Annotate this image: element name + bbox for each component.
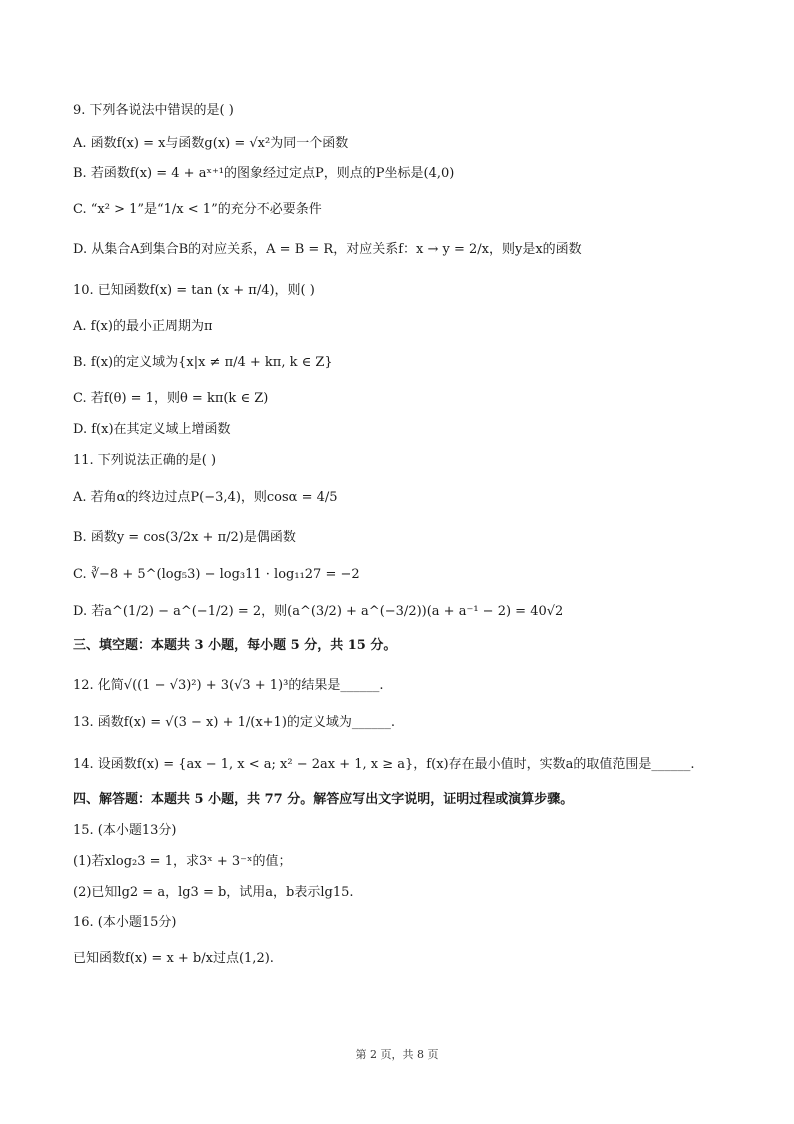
question-14: 14. 设函数f(x) = {ax − 1, x < a; x² − 2ax + 1, x ≥ a}，f(x)存在最小值时，实数a的取值范围是______. — [73, 757, 695, 772]
question-13: 13. 函数f(x) = √(3 − x) + 1/(x+1)的定义域为______. — [73, 715, 396, 730]
q10-option-a: A. f(x)的最小正周期为π — [73, 319, 213, 334]
q11-option-c: C. ∛−8 + 5^(log₅3) − log₃11 · log₁₁27 = −2 — [73, 567, 360, 582]
section-fill-in-heading: 三、填空题：本题共 3 小题，每小题 5 分，共 15 分。 — [73, 638, 397, 653]
q9-option-a: A. 函数f(x) = x与函数g(x) = √x²为同一个函数 — [73, 136, 349, 151]
q15-part-2: (2)已知lg2 = a，lg3 = b，试用a，b表示lg15. — [73, 885, 354, 900]
question-9-stem: 9. 下列各说法中错误的是( ) — [73, 103, 234, 118]
q9-option-b: B. 若函数f(x) = 4 + aˣ⁺¹的图象经过定点P，则点的P坐标是(4,0) — [73, 166, 455, 181]
q16-stem: 已知函数f(x) = x + b/x过点(1,2). — [73, 951, 274, 966]
q11-option-b: B. 函数y = cos(3/2x + π/2)是偶函数 — [73, 530, 296, 545]
q9-option-d: D. 从集合A到集合B的对应关系，A = B = R，对应关系f：x → y = 2/x，则y是x的函数 — [73, 242, 582, 257]
q15-part-1: (1)若xlog₂3 = 1，求3ˣ + 3⁻ˣ的值； — [73, 854, 292, 869]
question-11-stem: 11. 下列说法正确的是( ) — [73, 453, 217, 468]
q10-option-b: B. f(x)的定义域为{x|x ≠ π/4 + kπ, k ∈ Z} — [73, 355, 333, 370]
q11-option-d: D. 若a^(1/2) − a^(−1/2) = 2，则(a^(3/2) + a^(−3/2))(a + a⁻¹ − 2) = 40√2 — [73, 604, 564, 619]
q9-option-c: C. “x² > 1”是“1/x < 1”的充分不必要条件 — [73, 202, 322, 217]
page-footer: 第 2 页，共 8 页 — [355, 1048, 439, 1061]
q11-option-a: A. 若角α的终边过点P(−3,4)，则cosα = 4/5 — [73, 490, 338, 505]
section-answer-heading: 四、解答题：本题共 5 小题，共 77 分。解答应写出文字说明，证明过程或演算步骤。 — [73, 792, 574, 807]
q10-option-c: C. 若f(θ) = 1，则θ = kπ(k ∈ Z) — [73, 391, 269, 406]
question-10-stem: 10. 已知函数f(x) = tan (x + π/4)，则( ) — [73, 283, 315, 298]
question-15-header: 15. (本小题13分) — [73, 823, 177, 838]
question-12: 12. 化简√((1 − √3)²) + 3(√3 + 1)³的结果是______. — [73, 678, 384, 693]
q10-option-d: D. f(x)在其定义域上增函数 — [73, 422, 231, 437]
question-16-header: 16. (本小题15分) — [73, 915, 177, 930]
